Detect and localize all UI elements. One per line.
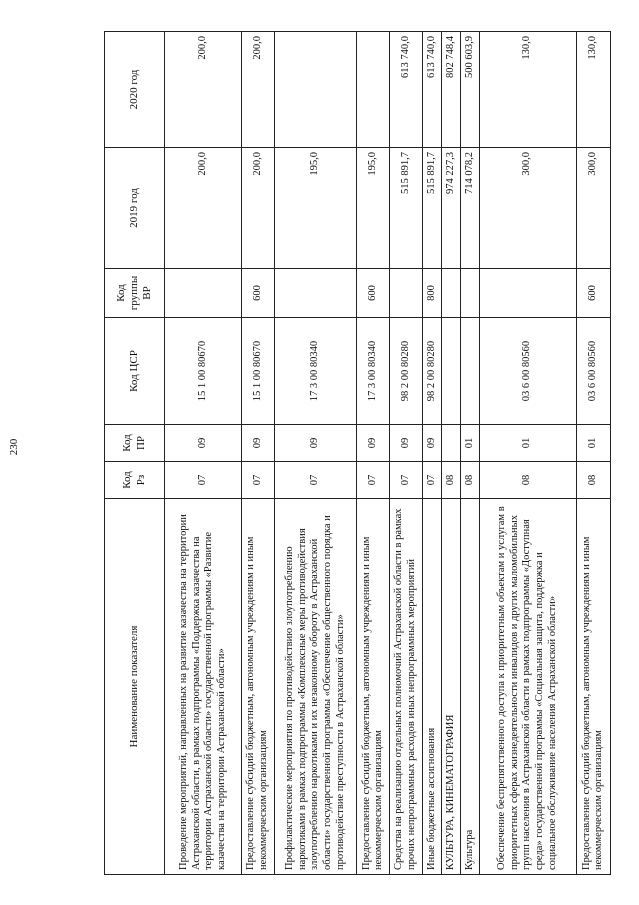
cell-2020: 802 748,4 <box>442 32 461 148</box>
cell-csr <box>460 318 479 425</box>
cell-rz: 07 <box>242 462 274 499</box>
cell-pr: 09 <box>423 425 442 462</box>
cell-2019: 200,0 <box>165 148 242 269</box>
cell-name: Предоставление субсидий бюджетным, автономным учреждениям и иным некоммерческим организациям <box>576 499 610 875</box>
header-name: Наименование показателя <box>105 499 165 875</box>
cell-csr: 17 3 00 80340 <box>357 318 389 425</box>
cell-vr: 600 <box>242 269 274 318</box>
cell-rz: 08 <box>442 462 461 499</box>
cell-csr: 15 1 00 80670 <box>165 318 242 425</box>
cell-2020: 200,0 <box>242 32 274 148</box>
cell-2020: 130,0 <box>576 32 610 148</box>
table-row <box>576 32 610 875</box>
cell-2019: 300,0 <box>576 148 610 269</box>
cell-2020: 200,0 <box>165 32 242 148</box>
budget-table-rotated <box>104 32 611 875</box>
cell-csr: 03 6 00 80560 <box>479 318 576 425</box>
cell-name: Иные бюджетные ассигнования <box>423 499 442 875</box>
cell-pr: 09 <box>389 425 422 462</box>
cell-csr: 17 3 00 80340 <box>274 318 357 425</box>
cell-csr: 98 2 00 80280 <box>389 318 422 425</box>
table-row <box>389 32 422 875</box>
cell-2020 <box>274 32 357 148</box>
cell-vr <box>460 269 479 318</box>
cell-rz: 08 <box>576 462 610 499</box>
cell-csr <box>442 318 461 425</box>
cell-vr: 800 <box>423 269 442 318</box>
cell-pr: 01 <box>479 425 576 462</box>
header-2019: 2019 год <box>105 148 165 269</box>
table-row <box>242 32 274 875</box>
cell-vr <box>274 269 357 318</box>
cell-rz: 07 <box>389 462 422 499</box>
header-2020: 2020 год <box>105 32 165 148</box>
cell-vr <box>389 269 422 318</box>
budget-table <box>104 31 611 875</box>
cell-2019: 195,0 <box>357 148 389 269</box>
cell-rz: 08 <box>460 462 479 499</box>
cell-2019: 714 078,2 <box>460 148 479 269</box>
cell-pr: 09 <box>274 425 357 462</box>
cell-pr: 01 <box>576 425 610 462</box>
cell-2019: 974 227,3 <box>442 148 461 269</box>
cell-name: Проведение мероприятий, направленных на развитие казачества на территории Астраханской области, в рамках подпрограммы «Поддержка казачества на территории Астраханской области» государственной программы «Развитие казачества на территории Астраханской области» <box>165 499 242 875</box>
cell-name: Обеспечение беспрепятственного доступа к приоритетным объектам и услугам в приоритетных сферах жизнедеятельности инвалидов и других маломобильных групп населения в Астраханской области в рамках подпрограммы «Доступная среда» государственной программы «Социальная защита, поддержка и социальное обслуживание населения Астраханской области» <box>479 499 576 875</box>
cell-name: Культура <box>460 499 479 875</box>
cell-name: Предоставление субсидий бюджетным, автономным учреждениям и иным некоммерческим организациям <box>357 499 389 875</box>
cell-2020: 130,0 <box>479 32 576 148</box>
table-row <box>423 32 442 875</box>
cell-vr: 600 <box>357 269 389 318</box>
cell-pr <box>442 425 461 462</box>
cell-rz: 07 <box>165 462 242 499</box>
cell-2020: 613 740,0 <box>389 32 422 148</box>
header-rz: Код Рз <box>105 462 165 499</box>
table-row <box>274 32 357 875</box>
cell-csr: 98 2 00 80280 <box>423 318 442 425</box>
cell-rz: 07 <box>274 462 357 499</box>
cell-name: КУЛЬТУРА, КИНЕМАТОГРАФИЯ <box>442 499 461 875</box>
table-row <box>460 32 479 875</box>
cell-rz: 07 <box>423 462 442 499</box>
cell-2020 <box>357 32 389 148</box>
cell-vr <box>165 269 242 318</box>
cell-2019: 515 891,7 <box>423 148 442 269</box>
header-vr: Код группы ВР <box>105 269 165 318</box>
cell-vr <box>479 269 576 318</box>
cell-rz: 08 <box>479 462 576 499</box>
cell-vr: 600 <box>576 269 610 318</box>
table-row <box>442 32 461 875</box>
cell-2019: 300,0 <box>479 148 576 269</box>
page-number: 230 <box>8 438 20 456</box>
table-header-row <box>105 32 165 875</box>
table-row <box>357 32 389 875</box>
cell-2019: 200,0 <box>242 148 274 269</box>
cell-rz: 07 <box>357 462 389 499</box>
cell-2019: 195,0 <box>274 148 357 269</box>
cell-pr: 09 <box>165 425 242 462</box>
cell-csr: 15 1 00 80670 <box>242 318 274 425</box>
cell-csr: 03 6 00 80560 <box>576 318 610 425</box>
cell-name: Профилактические мероприятия по противодействию злоупотреблению наркотиками в рамках подпрограммы «Комплексные меры противодействия злоупотреблению наркотиками и их незаконному обороту в Астраханской области» государственной программы «Обеспечение общественного порядка и противодействие преступности в Астраханской области» <box>274 499 357 875</box>
cell-vr <box>442 269 461 318</box>
cell-pr: 01 <box>460 425 479 462</box>
cell-name: Средства на реализацию отдельных полномочий Астраханской области в рамках прочих непрограммных расходов иных непрограммных мероприятий <box>389 499 422 875</box>
cell-2019: 515 891,7 <box>389 148 422 269</box>
cell-pr: 09 <box>357 425 389 462</box>
table-row <box>479 32 576 875</box>
header-pr: Код ПР <box>105 425 165 462</box>
cell-2020: 500 603,9 <box>460 32 479 148</box>
cell-pr: 09 <box>242 425 274 462</box>
cell-2020: 613 740,0 <box>423 32 442 148</box>
header-csr: Код ЦСР <box>105 318 165 425</box>
cell-name: Предоставление субсидий бюджетным, автономным учреждениям и иным некоммерческим организациям <box>242 499 274 875</box>
table-row <box>165 32 242 875</box>
